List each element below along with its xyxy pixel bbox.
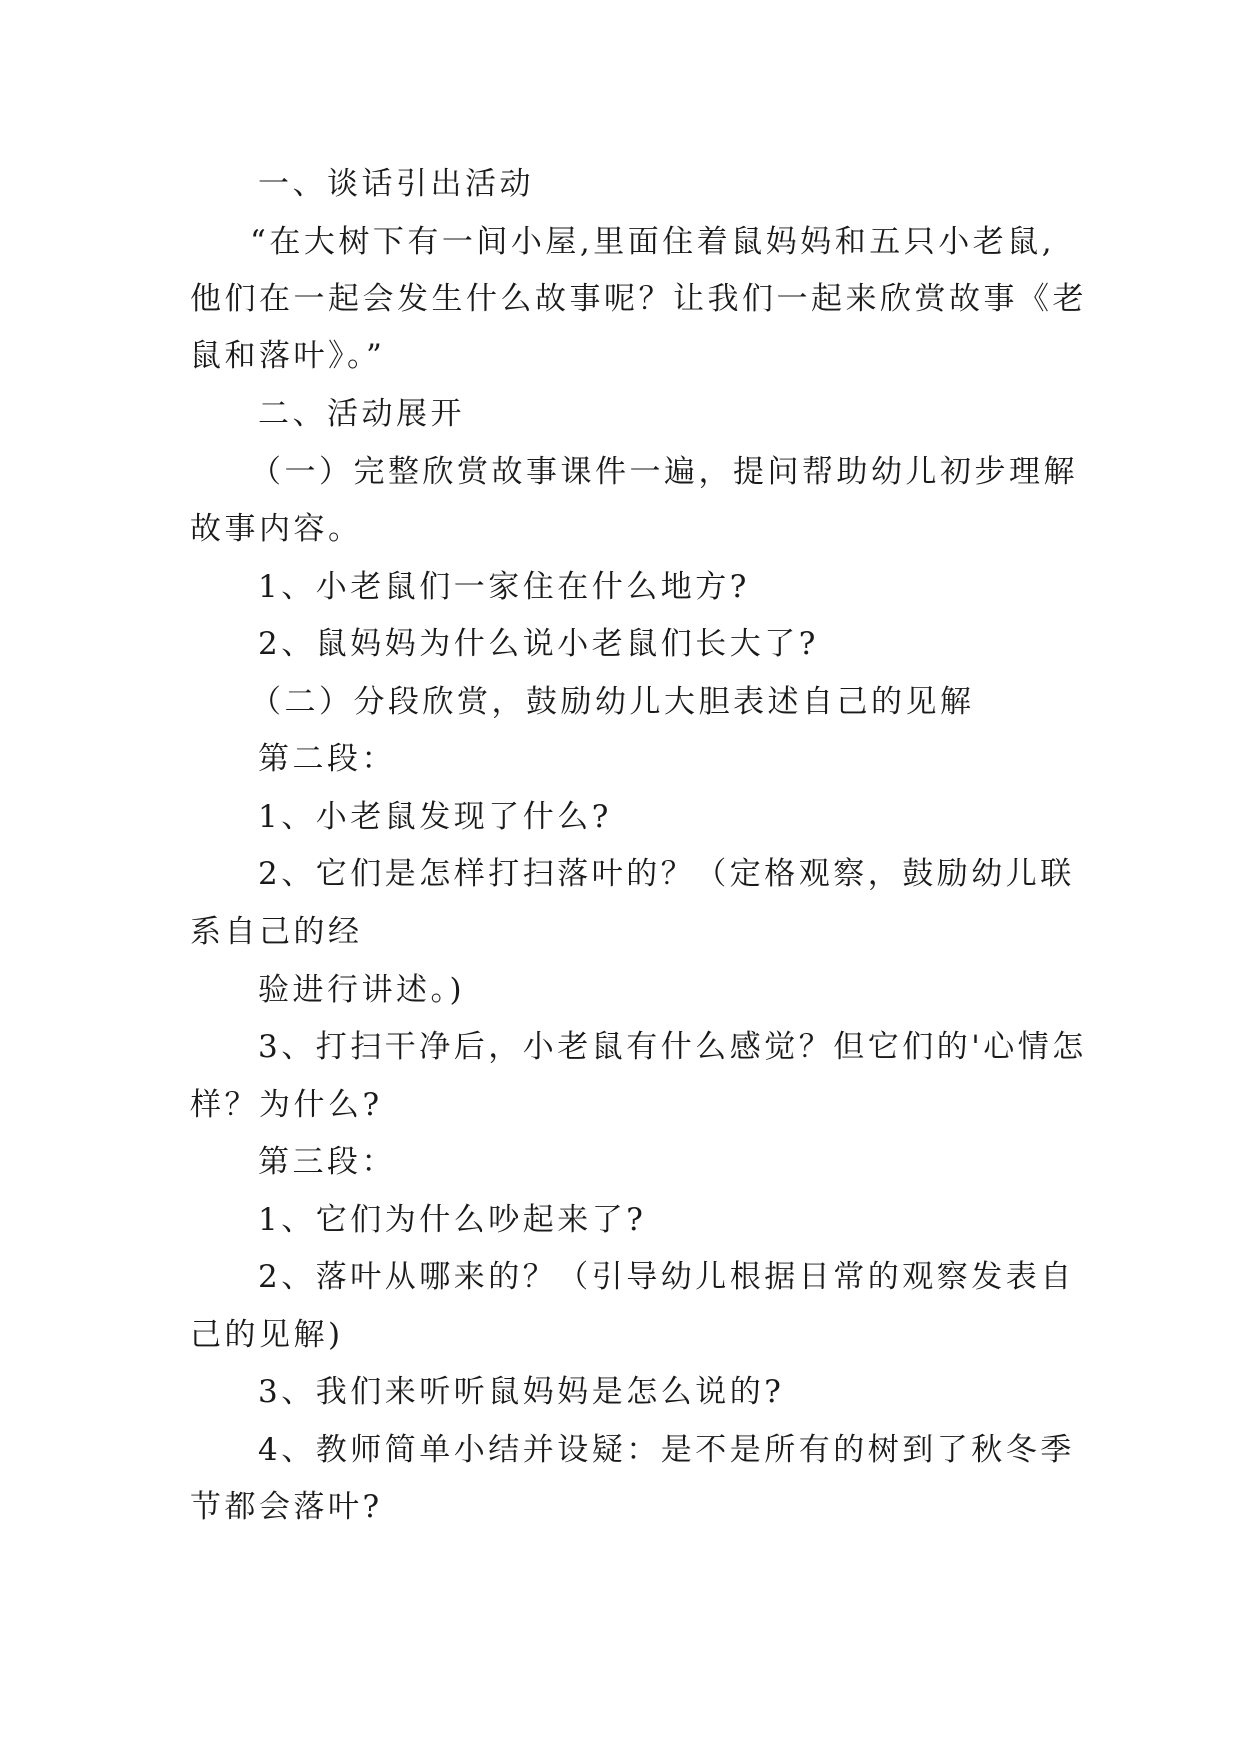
paragraph-line: 样？为什么? [190, 1087, 383, 1123]
paragraph-line: 验进行讲述。) [258, 972, 466, 1008]
paragraph-line: 系自己的经 [190, 914, 363, 950]
list-item: 2、它们是怎样打扫落叶的？（定格观察，鼓励幼儿联 [258, 856, 1075, 892]
section-label: 第二段： [258, 741, 396, 777]
list-item: 3、我们来听听鼠妈妈是怎么说的? [258, 1374, 785, 1410]
paragraph-line: 故事内容。 [190, 511, 363, 547]
paragraph-line: 己的见解) [190, 1317, 344, 1353]
list-item: 2、鼠妈妈为什么说小老鼠们长大了? [258, 626, 819, 662]
paragraph-line: （一）完整欣赏故事课件一遍，提问帮助幼儿初步理解 [250, 454, 1078, 490]
heading-talk-intro: 一、谈话引出活动 [258, 166, 534, 202]
list-item: 1、小老鼠们一家住在什么地方? [258, 569, 750, 605]
paragraph-line: “在大树下有一间小屋,里面住着鼠妈妈和五只小老鼠, [250, 224, 1056, 260]
list-item: 2、落叶从哪来的？（引导幼儿根据日常的观察发表自 [258, 1259, 1075, 1295]
list-item: 4、教师简单小结并设疑：是不是所有的树到了秋冬季 [258, 1432, 1075, 1468]
paragraph-line: 他们在一起会发生什么故事呢？让我们一起来欣赏故事《老 [190, 281, 1087, 317]
heading-activity: 二、活动展开 [258, 396, 465, 432]
section-label: 第三段： [258, 1144, 396, 1180]
list-item: 1、它们为什么吵起来了? [258, 1202, 647, 1238]
paragraph-line: 鼠和落叶》。” [190, 338, 386, 374]
paragraph-line: 节都会落叶? [190, 1489, 383, 1525]
subheading: （二）分段欣赏，鼓励幼儿大胆表述自己的见解 [250, 684, 975, 720]
list-item: 3、打扫干净后，小老鼠有什么感觉？但它们的'心情怎 [258, 1029, 1087, 1065]
list-item: 1、小老鼠发现了什么? [258, 799, 612, 835]
